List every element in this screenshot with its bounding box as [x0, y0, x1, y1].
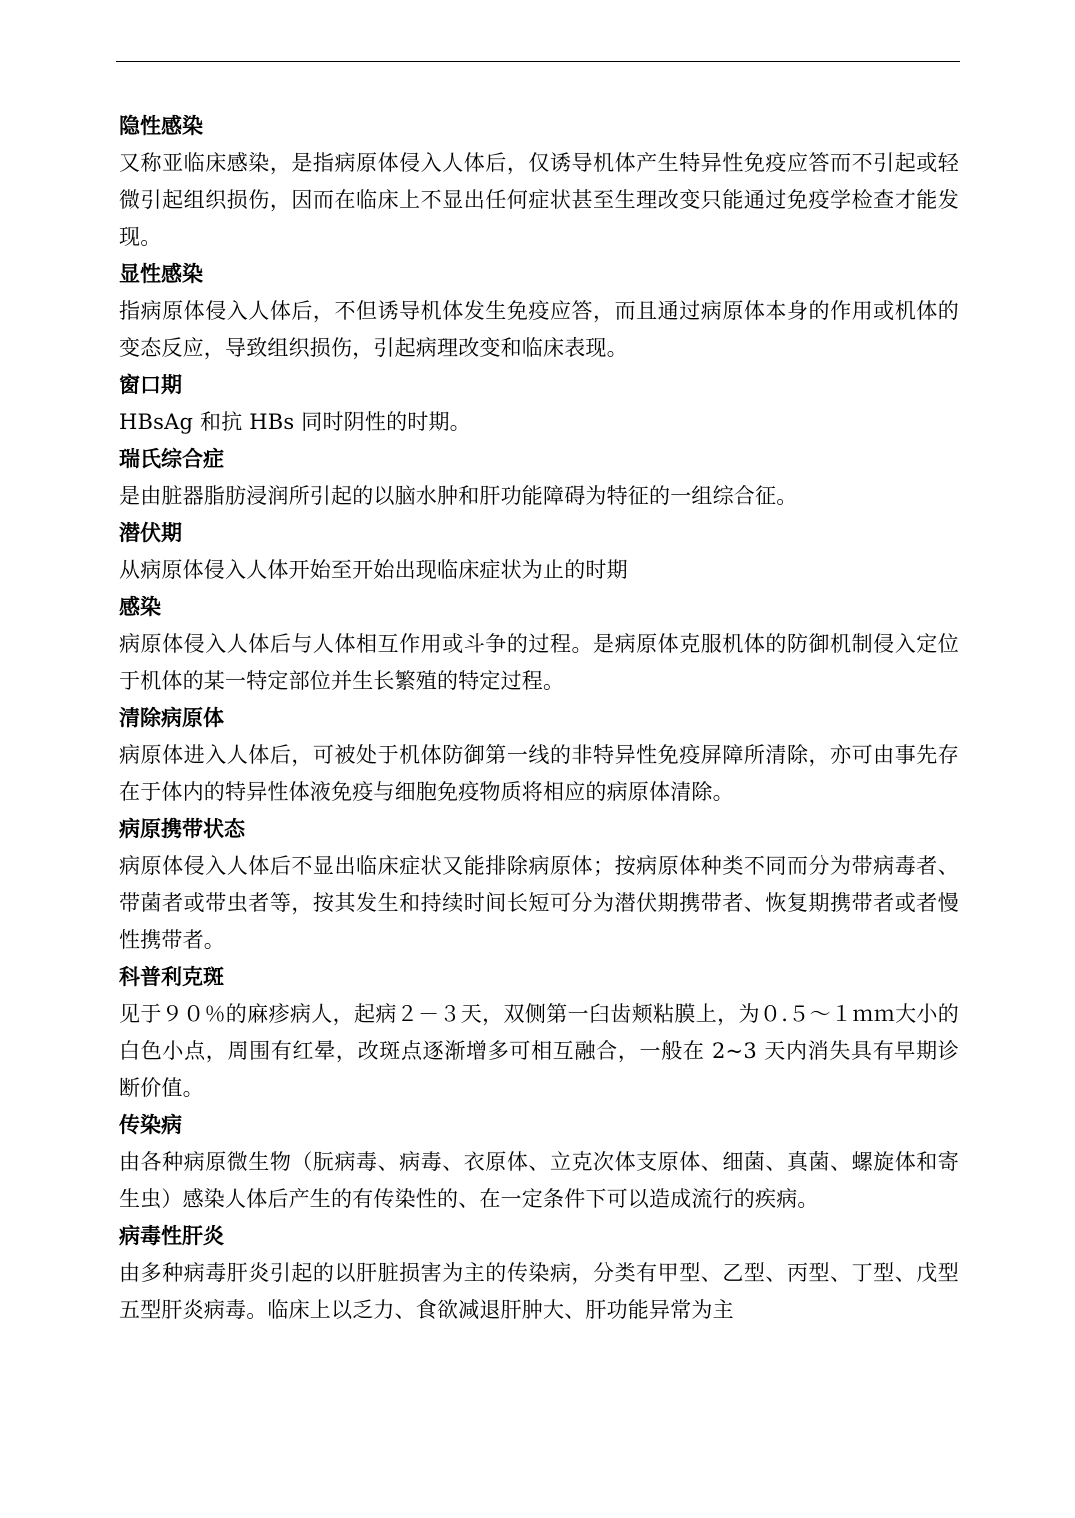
term-heading: 潜伏期 — [119, 521, 182, 545]
term-heading: 科普利克斑 — [119, 965, 224, 989]
term-heading: 传染病 — [119, 1113, 182, 1137]
glossary-entry — [119, 108, 959, 256]
glossary-content — [119, 108, 959, 1329]
glossary-entry — [119, 256, 959, 367]
term-heading: 病原携带状态 — [119, 817, 245, 841]
glossary-entry — [119, 1218, 959, 1329]
term-definition: 从病原体侵入人体开始至开始出现临床症状为止的时期 — [119, 558, 628, 582]
term-definition: 病原体侵入人体后与人体相互作用或斗争的过程。是病原体克服机体的防御机制侵入定位于机体的某一特定部位并生长繁殖的特定过程。 — [119, 632, 959, 693]
glossary-entry — [119, 700, 959, 811]
glossary-entry — [119, 1107, 959, 1218]
term-heading: 显性感染 — [119, 262, 203, 286]
term-definition: 病原体进入人体后，可被处于机体防御第一线的非特异性免疫屏障所清除，亦可由事先存在于体内的特异性体液免疫与细胞免疫物质将相应的病原体清除。 — [119, 743, 959, 804]
glossary-entry — [119, 367, 959, 441]
term-definition: HBsAg 和抗 HBs 同时阴性的时期。 — [119, 410, 471, 434]
header-rule — [116, 61, 960, 62]
glossary-entry — [119, 441, 959, 515]
term-definition: 由多种病毒肝炎引起的以肝脏损害为主的传染病，分类有甲型、乙型、丙型、丁型、戊型五型肝炎病毒。临床上以乏力、食欲减退肝肿大、肝功能异常为主 — [119, 1261, 959, 1322]
glossary-entry — [119, 811, 959, 959]
term-definition: 指病原体侵入人体后，不但诱导机体发生免疫应答，而且通过病原体本身的作用或机体的变态反应，导致组织损伤，引起病理改变和临床表现。 — [119, 299, 959, 360]
glossary-entry — [119, 589, 959, 700]
term-definition: 又称亚临床感染，是指病原体侵入人体后，仅诱导机体产生特异性免疫应答而不引起或轻微引起组织损伤，因而在临床上不显出任何症状甚至生理改变只能通过免疫学检查才能发现。 — [119, 151, 959, 249]
term-heading: 窗口期 — [119, 373, 182, 397]
term-definition: 是由脏器脂肪浸润所引起的以脑水肿和肝功能障碍为特征的一组综合征。 — [119, 484, 798, 508]
term-heading: 瑞氏综合症 — [119, 447, 224, 471]
term-definition: 病原体侵入人体后不显出临床症状又能排除病原体；按病原体种类不同而分为带病毒者、带菌者或带虫者等，按其发生和持续时间长短可分为潜伏期携带者、恢复期携带者或者慢性携带者。 — [119, 854, 959, 952]
glossary-entry — [119, 959, 959, 1107]
term-heading: 病毒性肝炎 — [119, 1224, 224, 1248]
glossary-entry — [119, 515, 959, 589]
term-definition: 由各种病原微生物（朊病毒、病毒、衣原体、立克次体支原体、细菌、真菌、螺旋体和寄生虫）感染人体后产生的有传染性的、在一定条件下可以造成流行的疾病。 — [119, 1150, 959, 1211]
term-heading: 清除病原体 — [119, 706, 224, 730]
term-definition: 见于９０％的麻疹病人，起病２－３天，双侧第一臼齿颊粘膜上，为０.５～１ｍｍ大小的白色小点，周围有红晕，改斑点逐渐增多可相互融合，一般在 2~3 天内消失具有早期诊断价值。 — [119, 1002, 959, 1100]
term-heading: 隐性感染 — [119, 114, 203, 138]
term-heading: 感染 — [119, 595, 161, 619]
